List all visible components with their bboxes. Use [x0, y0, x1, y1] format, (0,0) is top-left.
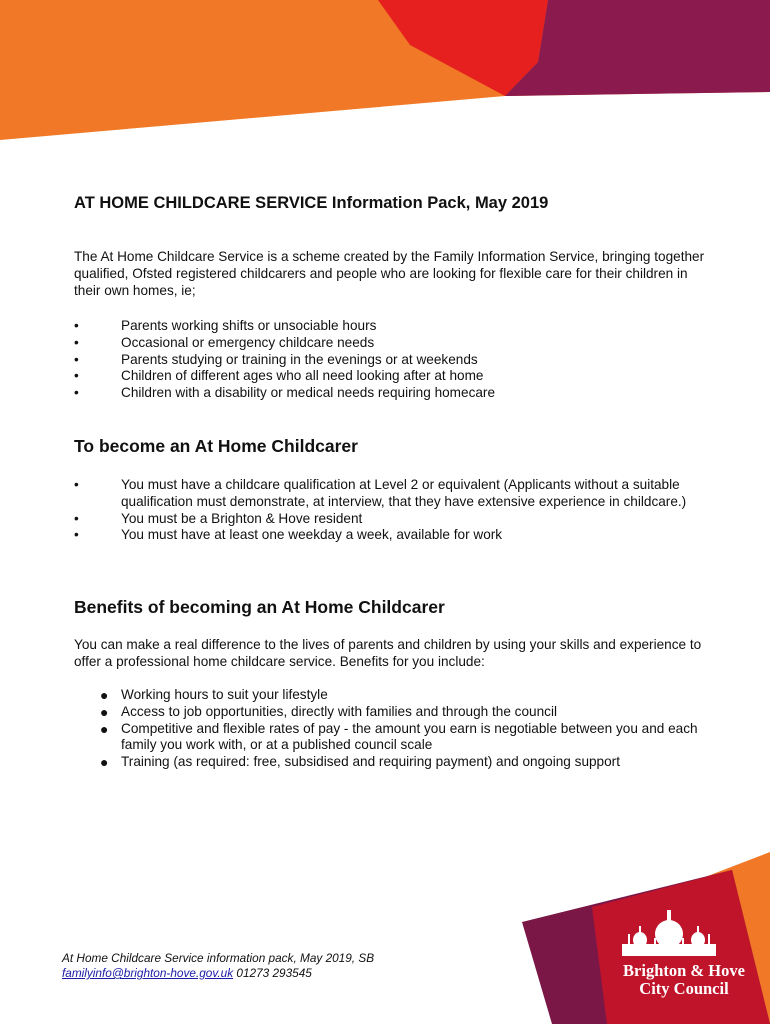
phone-number: 01273 293545	[233, 966, 312, 980]
footer	[62, 951, 374, 981]
benefits-heading: Benefits of becoming an At Home Childcarer	[74, 597, 445, 617]
logo-line-2: City Council	[639, 979, 729, 998]
bullet-icon: •	[74, 318, 79, 333]
benefits-list	[74, 687, 714, 771]
list-item: • Children with a disability or medical needs requiring homecare	[74, 385, 496, 401]
list-item: • You must be a Brighton & Hove resident	[74, 510, 363, 526]
bullet-icon: ●	[100, 720, 109, 737]
become-childcarer-heading: To become an At Home Childcarer	[74, 436, 358, 456]
document-title: AT HOME CHILDCARE SERVICE Information Pack, May 2019	[74, 194, 549, 212]
list-item: • You must have a childcare qualification at Level 2 or equivalent (Applicants without a suitable qualification must demonstrate, at interview, that they have extensive experience in childcare.)	[74, 477, 687, 509]
footer-line: At Home Childcare Service information pack, May 2019, SB	[62, 951, 375, 965]
council-logo	[604, 962, 764, 998]
benefits-intro-paragraph: You can make a real difference to the lives of parents and children by using your skills and experience to offer a professional home childcare service. Benefits for you include:	[74, 637, 702, 669]
logo-line-1: Brighton & Hove	[623, 961, 745, 980]
bullet-icon: •	[74, 527, 79, 543]
bullet-icon: •	[74, 351, 79, 367]
intro-paragraph: The At Home Childcare Service is a scheme created by the Family Information Service, bringing together qualified, Ofsted registered childcarers and people who are looking for flexible care for their children in their own homes, ie;	[74, 249, 705, 298]
council-logo-background	[522, 852, 770, 1024]
needs-list	[74, 318, 714, 402]
list-item: ● Competitive and flexible rates of pay - the amount you earn is negotiable between you and each family you work with, or at a published council scale	[100, 720, 698, 753]
footer-contact	[62, 966, 374, 981]
list-item: • Parents working shifts or unsociable hours	[74, 318, 377, 333]
bullet-icon: •	[74, 334, 79, 350]
bullet-icon: •	[74, 477, 79, 492]
header-banner	[0, 0, 770, 140]
list-item: ● Access to job opportunities, directly with families and through the council	[100, 703, 557, 720]
bullet-icon: ●	[100, 754, 109, 771]
bullet-icon: •	[74, 368, 79, 384]
requirements-list	[74, 477, 714, 544]
bullet-icon: •	[74, 510, 79, 526]
list-item: • Children of different ages who all need looking after at home	[74, 368, 484, 384]
list-item: ● Working hours to suit your lifestyle	[100, 687, 328, 703]
bullet-icon: ●	[100, 687, 109, 703]
email-link[interactable]: familyinfo@brighton-hove.gov.uk	[62, 966, 234, 980]
list-item: • You must have at least one weekday a week, available for work	[74, 527, 503, 543]
list-item: • Occasional or emergency childcare needs	[74, 334, 375, 350]
bullet-icon: •	[74, 385, 79, 401]
list-item: ● Training (as required: free, subsidised and requiring payment) and ongoing support	[100, 754, 620, 771]
bullet-icon: ●	[100, 703, 109, 720]
list-item: • Parents studying or training in the evenings or at weekends	[74, 351, 478, 367]
